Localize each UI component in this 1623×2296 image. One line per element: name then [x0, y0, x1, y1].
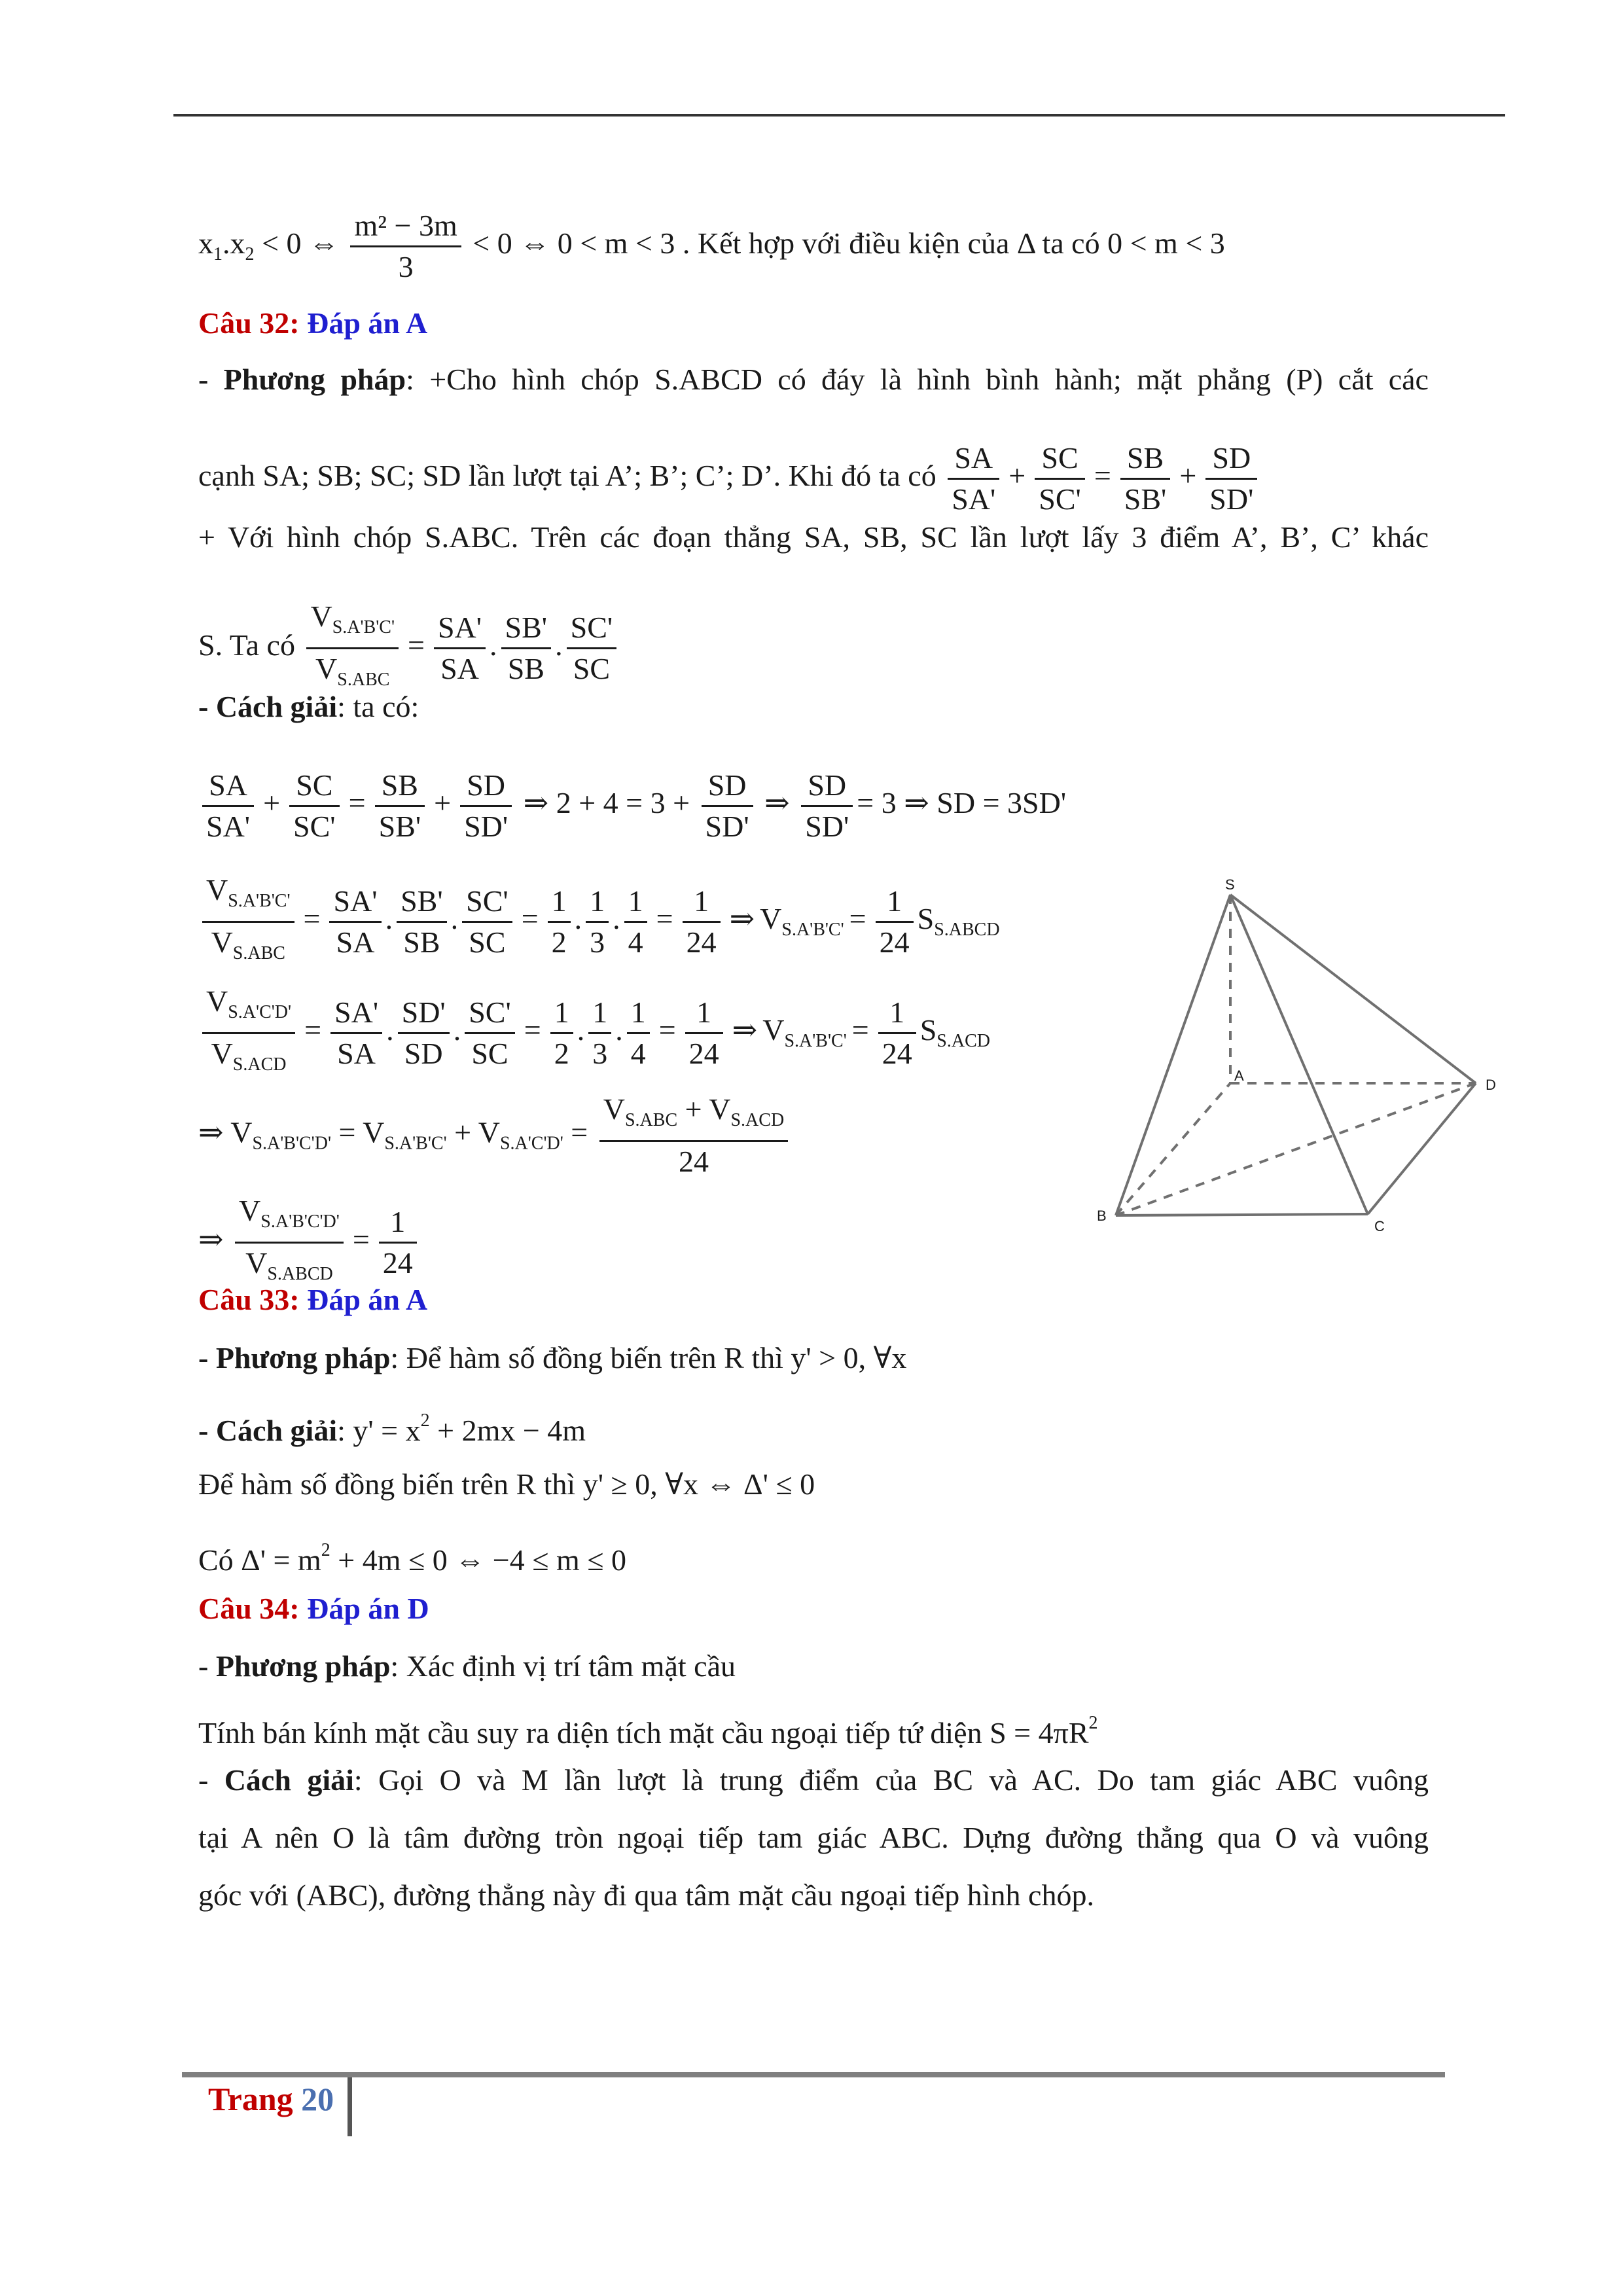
fraction: $\frac{SA}{SA'}$: [948, 439, 999, 519]
label-b: B: [1097, 1208, 1107, 1224]
fraction: $\frac{SC}{SC'}$: [1035, 439, 1085, 519]
q34-solution-line1: - Cách giải: Gọi O và M lần lượt là trung điểm của BC và AC. Do tam giác ABC vuông: [198, 1763, 1429, 1797]
fraction: $\frac{V_{S.A'B'C'}}{V_{S.ABC}}$: [202, 870, 294, 973]
q32-eq3: $\frac{V_{S.A'C'D'}}{V_{S.ACD}}$ = $\frac{SA'}{SA}$ . $\frac{SD'}{SD}$ . $\frac{SC'}{SC}$ = $\frac{1}{2}$ . $\frac{1}{3}$ . $\frac{1}{4}$ = $\frac{1}{24}$ ⇒ $V_{S.A'B'C'}$ = $\frac{1}{24}$ $S_{S.ACD}$: [198, 982, 990, 1085]
q32-eq5: ⇒ $\frac{V_{S.A'B'C'D'}}{V_{S.ABCD}}$ = $\frac{1}{24}$: [198, 1191, 421, 1294]
q32-heading: Câu 32: Đáp án A: [198, 306, 428, 340]
fraction: $\frac{SD}{SD'}$: [1205, 439, 1257, 519]
fraction: $\frac{SA}{SA'}$: [202, 766, 254, 846]
label-a: A: [1234, 1067, 1244, 1084]
fraction: $\frac{SC'}{SC}$: [462, 882, 512, 962]
fraction: $\frac{1}{3}$: [588, 993, 611, 1073]
fraction: $\frac{SB'}{SB}$: [397, 882, 447, 962]
edge-sb: [1116, 895, 1230, 1215]
q32-eq4: ⇒ $V_{S.A'B'C'D'} = V_{S.A'B'C'} + V_{S.A'C'D'}$ = $\frac{V_{S.ABC} + V_{S.ACD}}{24}$: [198, 1090, 792, 1181]
fraction: $\frac{V_{S.A'B'C'D'}}{V_{S.ABCD}}$: [235, 1191, 344, 1294]
q34-solution-line2: tại A nên O là tâm đường tròn ngoại tiếp tam giác ABC. Dựng đường thẳng qua O và vuông: [198, 1821, 1429, 1854]
fraction: $\frac{SC}{SC'}$: [289, 766, 340, 846]
q32-method-line2: cạnh SA; SB; SC; SD lần lượt tại A’; B’; C’; D’. Khi đó ta có $\frac{SA}{SA'}$ + $\frac{SC}{SC'}$ = $\frac{SB}{SB'}$ + $\frac{SD}{SD'}$: [198, 439, 1261, 519]
fraction: $\frac{1}{3}$: [586, 882, 609, 962]
edge-bc: [1116, 1214, 1368, 1215]
fraction: $\frac{V_{S.A'B'C'}}{V_{S.ABC}}$: [306, 597, 399, 700]
q33-line4: Có $\Delta' = m^2 + 4m \le 0$ ⇔ −4 ≤ m ≤ 0: [198, 1540, 626, 1577]
label-s: S: [1225, 876, 1235, 893]
q32-eq2: $\frac{V_{S.A'B'C'}}{V_{S.ABC}}$ = $\frac{SA'}{SA}$ . $\frac{SB'}{SB}$ . $\frac{SC'}{SC}$ = $\frac{1}{2}$ . $\frac{1}{3}$ . $\frac{1}{4}$ = $\frac{1}{24}$ ⇒ $V_{S.A'B'C'}$ = $\frac{1}{24}$ $S_{S.ABCD}$: [198, 870, 1000, 973]
q34-heading: Câu 34: Đáp án D: [198, 1592, 429, 1625]
label-d: D: [1486, 1077, 1496, 1093]
footer-divider: [348, 2077, 352, 2136]
fraction: $\frac{1}{2}$: [550, 993, 573, 1073]
fraction: $\frac{SA'}{SA}$: [329, 882, 381, 962]
q33-solution: - Cách giải: $y' = x^2 + 2mx - 4m$: [198, 1410, 586, 1447]
fraction: $\frac{SC'}{SC}$: [567, 608, 617, 689]
fraction: $\frac{SB}{SB'}$: [1120, 439, 1171, 519]
fraction: $\frac{SD}{SD'}$: [702, 766, 753, 846]
edge-ba-hidden: [1116, 1083, 1230, 1215]
label-c: C: [1374, 1218, 1385, 1234]
fraction: $\frac{\text{m² − 3m}}{3}$: [350, 206, 461, 287]
q33-line3: Để hàm số đồng biến trên R thì y' ≥ 0, ∀x ⇔ Δ' ≤ 0: [198, 1467, 815, 1501]
fraction: $\frac{SB'}{SB}$: [501, 608, 552, 689]
fraction: $\frac{V_{S.ABC} + V_{S.ACD}}{24}$: [599, 1090, 788, 1181]
q34-method-line2: Tính bán kính mặt cầu suy ra diện tích mặt cầu ngoại tiếp tứ diện $S = 4\pi R^2$: [198, 1713, 1098, 1749]
q32-method-line3: + Với hình chóp S.ABC. Trên các đoạn thẳng SA, SB, SC lần lượt lấy 3 điểm A’, B’, C’ khác: [198, 520, 1429, 554]
q34-solution-line3: góc với (ABC), đường thẳng này đi qua tâm mặt cầu ngoại tiếp hình chóp.: [198, 1878, 1094, 1912]
q31-conclusion-line: $x_1.x_2 < 0$ ⇔ $\frac{\text{m² − 3m}}{3}$ < 0 ⇔ 0 < m < 3 . Kết hợp với điều kiện của Δ ta có 0 < m < 3: [198, 206, 1225, 287]
q32-method-line4: S. Ta có $\frac{V_{S.A'B'C'}}{V_{S.ABC}}$ = $\frac{SA'}{SA}$ . $\frac{SB'}{SB}$ . $\frac{SC'}{SC}$: [198, 597, 620, 700]
fraction: $\frac{1}{24}$: [876, 882, 914, 962]
fraction: $\frac{SA'}{SA}$: [330, 993, 382, 1073]
q32-eq1: $\frac{SA}{SA'}$ + $\frac{SC}{SC'}$ = $\frac{SB}{SB'}$ + $\frac{SD}{SD'}$ ⇒ 2 + 4 = 3 + $\frac{SD}{SD'}$ ⇒ $\frac{SD}{SD'}$ = 3 ⇒ SD = 3SD': [198, 766, 1066, 846]
fraction: $\frac{SD}{SD'}$: [460, 766, 512, 846]
fraction: $\frac{1}{4}$: [627, 993, 650, 1073]
fraction: $\frac{SC'}{SC}$: [465, 993, 515, 1073]
q32-method-line1: - Phương pháp: +Cho hình chóp S.ABCD có đáy là hình bình hành; mặt phẳng (P) cắt các: [198, 363, 1429, 396]
fraction: $\frac{SD'}{SD}$: [398, 993, 450, 1073]
q34-method: - Phương pháp: Xác định vị trí tâm mặt cầu: [198, 1649, 736, 1683]
page-number: Trang 20: [208, 2081, 334, 2117]
fraction: $\frac{SA'}{SA}$: [434, 608, 486, 689]
q32-solution-label: - Cách giải: ta có:: [198, 690, 419, 723]
q33-heading: Câu 33: Đáp án A: [198, 1283, 428, 1316]
fraction: $\frac{SB}{SB'}$: [375, 766, 425, 846]
fraction: $\frac{1}{24}$: [878, 993, 916, 1073]
fraction: $\frac{SD}{SD'}$: [801, 766, 853, 846]
fraction: $\frac{1}{24}$: [683, 882, 721, 962]
footer-rule: [182, 2072, 1445, 2077]
fraction: $\frac{1}{24}$: [379, 1202, 417, 1283]
fraction: $\frac{1}{4}$: [624, 882, 647, 962]
edge-sd: [1230, 895, 1476, 1083]
fraction: $\frac{V_{S.A'C'D'}}{V_{S.ACD}}$: [202, 982, 295, 1085]
fraction: $\frac{1}{2}$: [548, 882, 571, 962]
q33-method: - Phương pháp: Để hàm số đồng biến trên R thì y' > 0, ∀x: [198, 1341, 907, 1374]
header-rule: [173, 114, 1505, 117]
pyramid-figure: [1073, 867, 1518, 1247]
fraction: $\frac{1}{24}$: [685, 993, 723, 1073]
